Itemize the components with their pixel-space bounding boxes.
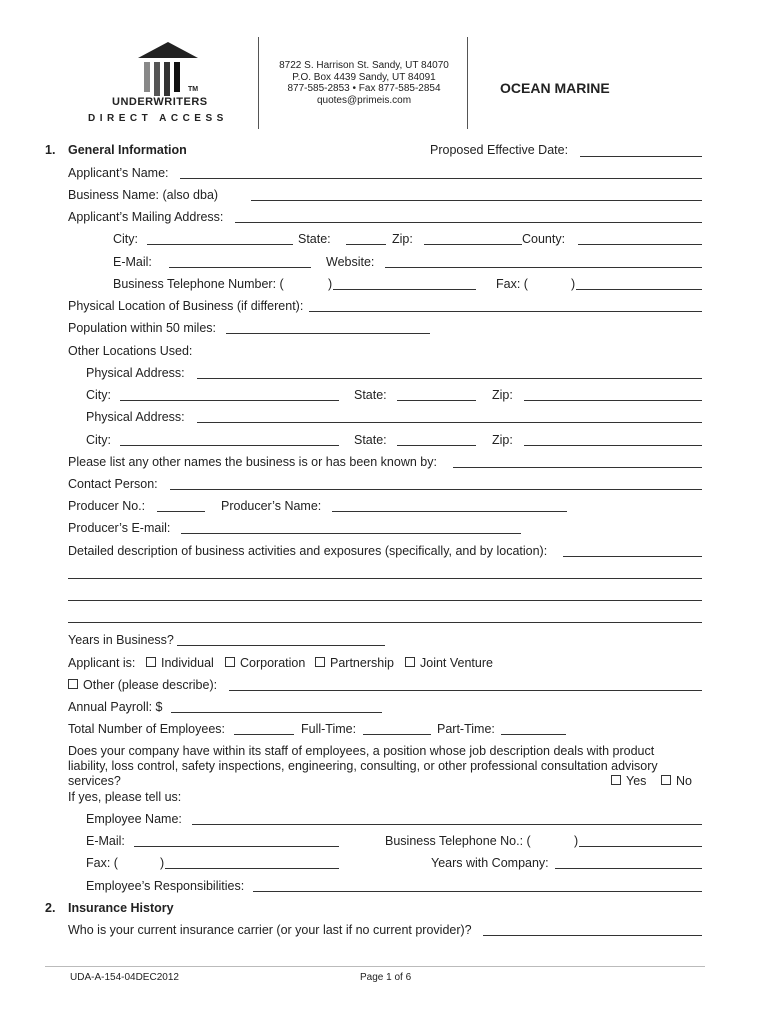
city-field[interactable] bbox=[147, 244, 293, 245]
full-time-label: Full-Time: bbox=[301, 722, 357, 736]
population-field[interactable] bbox=[226, 333, 430, 334]
part-time-label: Part-Time: bbox=[437, 722, 495, 736]
county-field[interactable] bbox=[578, 244, 702, 245]
applicant-name-field[interactable] bbox=[180, 178, 702, 179]
part-time-field[interactable] bbox=[501, 734, 566, 735]
business-phone-field[interactable] bbox=[333, 289, 476, 290]
employee-phone-label: Business Telephone No.: ( bbox=[385, 834, 531, 848]
section2-title: Insurance History bbox=[68, 901, 174, 915]
form-code: UDA-A-154-04DEC2012 bbox=[70, 972, 179, 983]
option-joint-venture-label: Joint Venture bbox=[420, 656, 493, 670]
footer-rule bbox=[45, 966, 705, 967]
phone-fax-line: 877-585-2853 • Fax 877-585-2854 bbox=[287, 83, 441, 94]
option-corporation-label: Corporation bbox=[240, 656, 306, 670]
producer-email-field[interactable] bbox=[181, 533, 521, 534]
business-phone-label: Business Telephone Number: ( bbox=[113, 277, 284, 291]
option-yes[interactable] bbox=[611, 774, 646, 788]
loc1-city-label: City: bbox=[86, 388, 111, 402]
zip-field[interactable] bbox=[424, 244, 522, 245]
form-title: OCEAN MARINE bbox=[500, 80, 610, 96]
if-yes-label: If yes, please tell us: bbox=[68, 790, 182, 804]
checkbox-yes[interactable] bbox=[611, 775, 621, 785]
fax-paren: ) bbox=[571, 277, 576, 291]
checkbox-joint-venture[interactable] bbox=[405, 657, 415, 667]
header-divider-right bbox=[467, 37, 468, 129]
description-field-2[interactable] bbox=[68, 578, 702, 579]
proposed-effective-date-field[interactable] bbox=[580, 156, 702, 157]
page-number: Page 1 of 6 bbox=[360, 972, 412, 983]
years-with-company-label: Years with Company: bbox=[431, 856, 549, 870]
contact-person-label: Contact Person: bbox=[68, 477, 158, 491]
annual-payroll-field[interactable] bbox=[171, 712, 382, 713]
other-names-field[interactable] bbox=[453, 467, 702, 468]
county-label: County: bbox=[522, 232, 566, 246]
loc1-state-label: State: bbox=[354, 388, 387, 402]
mailing-address-label: Applicant’s Mailing Address: bbox=[68, 210, 224, 224]
physical-address-1-label: Physical Address: bbox=[86, 366, 185, 380]
website-field[interactable] bbox=[385, 267, 702, 268]
employee-responsibilities-label: Employee’s Responsibilities: bbox=[86, 879, 245, 893]
loc2-state-field[interactable] bbox=[397, 445, 476, 446]
total-employees-field[interactable] bbox=[234, 734, 294, 735]
option-no[interactable] bbox=[661, 774, 692, 788]
checkbox-no[interactable] bbox=[661, 775, 671, 785]
loc2-state-label: State: bbox=[354, 433, 387, 447]
fax-label: Fax: ( bbox=[496, 277, 528, 291]
loc2-city-field[interactable] bbox=[120, 445, 339, 446]
years-in-business-field[interactable] bbox=[177, 645, 385, 646]
description-field-1[interactable] bbox=[563, 556, 702, 557]
address-line-2: P.O. Box 4439 Sandy, UT 84091 bbox=[292, 71, 436, 83]
option-other[interactable] bbox=[68, 678, 217, 692]
option-partnership-label: Partnership bbox=[330, 656, 394, 670]
applicant-name-label: Applicant’s Name: bbox=[68, 166, 169, 180]
producer-name-label: Producer’s Name: bbox=[221, 499, 322, 513]
employee-fax-label: Fax: ( bbox=[86, 856, 118, 870]
section2-number: 2. bbox=[45, 901, 56, 915]
zip-label: Zip: bbox=[392, 232, 413, 246]
option-individual-label: Individual bbox=[161, 656, 214, 670]
checkbox-partnership[interactable] bbox=[315, 657, 325, 667]
contact-person-field[interactable] bbox=[170, 489, 702, 490]
email-line: quotes@primeis.com bbox=[316, 94, 412, 106]
employee-name-field[interactable] bbox=[192, 824, 702, 825]
staff-question-line1: Does your company have within its staff of employees, a position whose job description deals with product bbox=[68, 744, 655, 758]
loc2-zip-label: Zip: bbox=[492, 433, 513, 447]
producer-name-field[interactable] bbox=[332, 511, 567, 512]
checkbox-individual[interactable] bbox=[146, 657, 156, 667]
other-describe-field[interactable] bbox=[229, 690, 702, 691]
producer-no-label: Producer No.: bbox=[68, 499, 146, 513]
producer-email-label: Producer’s E-mail: bbox=[68, 521, 171, 535]
loc1-zip-field[interactable] bbox=[524, 400, 702, 401]
employee-responsibilities-field[interactable] bbox=[253, 891, 702, 892]
business-name-label: Business Name: (also dba) bbox=[68, 188, 219, 202]
population-label: Population within 50 miles: bbox=[68, 321, 216, 335]
header-divider-left bbox=[258, 37, 259, 129]
fax-field[interactable] bbox=[576, 289, 702, 290]
company-address bbox=[260, 60, 468, 106]
employee-email-label: E-Mail: bbox=[86, 834, 125, 848]
employee-fax-field[interactable] bbox=[165, 868, 339, 869]
physical-location-label: Physical Location of Business (if different): bbox=[68, 299, 304, 313]
option-partnership[interactable] bbox=[315, 656, 394, 670]
applicant-is-label: Applicant is: bbox=[68, 656, 136, 670]
address-line-1: 8722 S. Harrison St. Sandy, UT 84070 bbox=[279, 60, 449, 71]
annual-payroll-label: Annual Payroll: $ bbox=[68, 700, 163, 714]
staff-question-line3: services? bbox=[68, 774, 121, 788]
checkbox-corporation[interactable] bbox=[225, 657, 235, 667]
loc1-zip-label: Zip: bbox=[492, 388, 513, 402]
employee-phone-field[interactable] bbox=[579, 846, 702, 847]
current-carrier-field[interactable] bbox=[483, 935, 702, 936]
option-yes-label: Yes bbox=[626, 774, 647, 788]
option-corporation[interactable] bbox=[225, 656, 305, 670]
employee-phone-paren: ) bbox=[574, 834, 579, 848]
other-locations-label: Other Locations Used: bbox=[68, 344, 193, 358]
business-name-field[interactable] bbox=[251, 200, 702, 201]
employee-email-field[interactable] bbox=[134, 846, 339, 847]
email-field[interactable] bbox=[169, 267, 311, 268]
years-in-business-label: Years in Business? bbox=[68, 633, 174, 647]
state-label: State: bbox=[298, 232, 331, 246]
section1-number: 1. bbox=[45, 143, 56, 157]
proposed-effective-date-label: Proposed Effective Date: bbox=[430, 143, 569, 157]
employee-name-label: Employee Name: bbox=[86, 812, 182, 826]
loc1-city-field[interactable] bbox=[120, 400, 339, 401]
option-joint-venture[interactable] bbox=[405, 656, 493, 670]
current-carrier-label: Who is your current insurance carrier (or your last if no current provider)? bbox=[68, 923, 472, 937]
staff-question-line2: liability, loss control, safety inspections, engineering, consulting, or other professional consultation advisory bbox=[68, 759, 658, 773]
employee-fax-paren: ) bbox=[160, 856, 165, 870]
option-no-label: No bbox=[676, 774, 692, 788]
description-field-4[interactable] bbox=[68, 622, 702, 623]
physical-location-field[interactable] bbox=[309, 311, 702, 312]
physical-address-1-field[interactable] bbox=[197, 378, 702, 379]
section1-title: General Information bbox=[68, 143, 187, 157]
loc2-city-label: City: bbox=[86, 433, 111, 447]
checkbox-other[interactable] bbox=[68, 679, 78, 689]
company-name-line2: DIRECT ACCESS bbox=[88, 113, 228, 124]
state-field[interactable] bbox=[346, 244, 386, 245]
website-label: Website: bbox=[326, 255, 375, 269]
company-name-line1: UNDERWRITERS bbox=[112, 96, 208, 108]
total-employees-label: Total Number of Employees: bbox=[68, 722, 226, 736]
email-label: E-Mail: bbox=[113, 255, 152, 269]
business-phone-paren: ) bbox=[328, 277, 333, 291]
producer-no-field[interactable] bbox=[157, 511, 205, 512]
option-individual[interactable] bbox=[146, 656, 214, 670]
other-names-label: Please list any other names the business is or has been known by: bbox=[68, 455, 437, 469]
physical-address-2-field[interactable] bbox=[197, 422, 702, 423]
option-other-label: Other (please describe): bbox=[83, 678, 218, 692]
full-time-field[interactable] bbox=[363, 734, 431, 735]
loc1-state-field[interactable] bbox=[397, 400, 476, 401]
description-label: Detailed description of business activities and exposures (specifically, and by location): bbox=[68, 544, 548, 558]
loc2-zip-field[interactable] bbox=[524, 445, 702, 446]
physical-address-2-label: Physical Address: bbox=[86, 410, 185, 424]
trademark-mark: TM bbox=[188, 86, 199, 93]
city-label: City: bbox=[113, 232, 138, 246]
description-field-3[interactable] bbox=[68, 600, 702, 601]
mailing-address-field[interactable] bbox=[235, 222, 702, 223]
years-with-company-field[interactable] bbox=[555, 868, 702, 869]
